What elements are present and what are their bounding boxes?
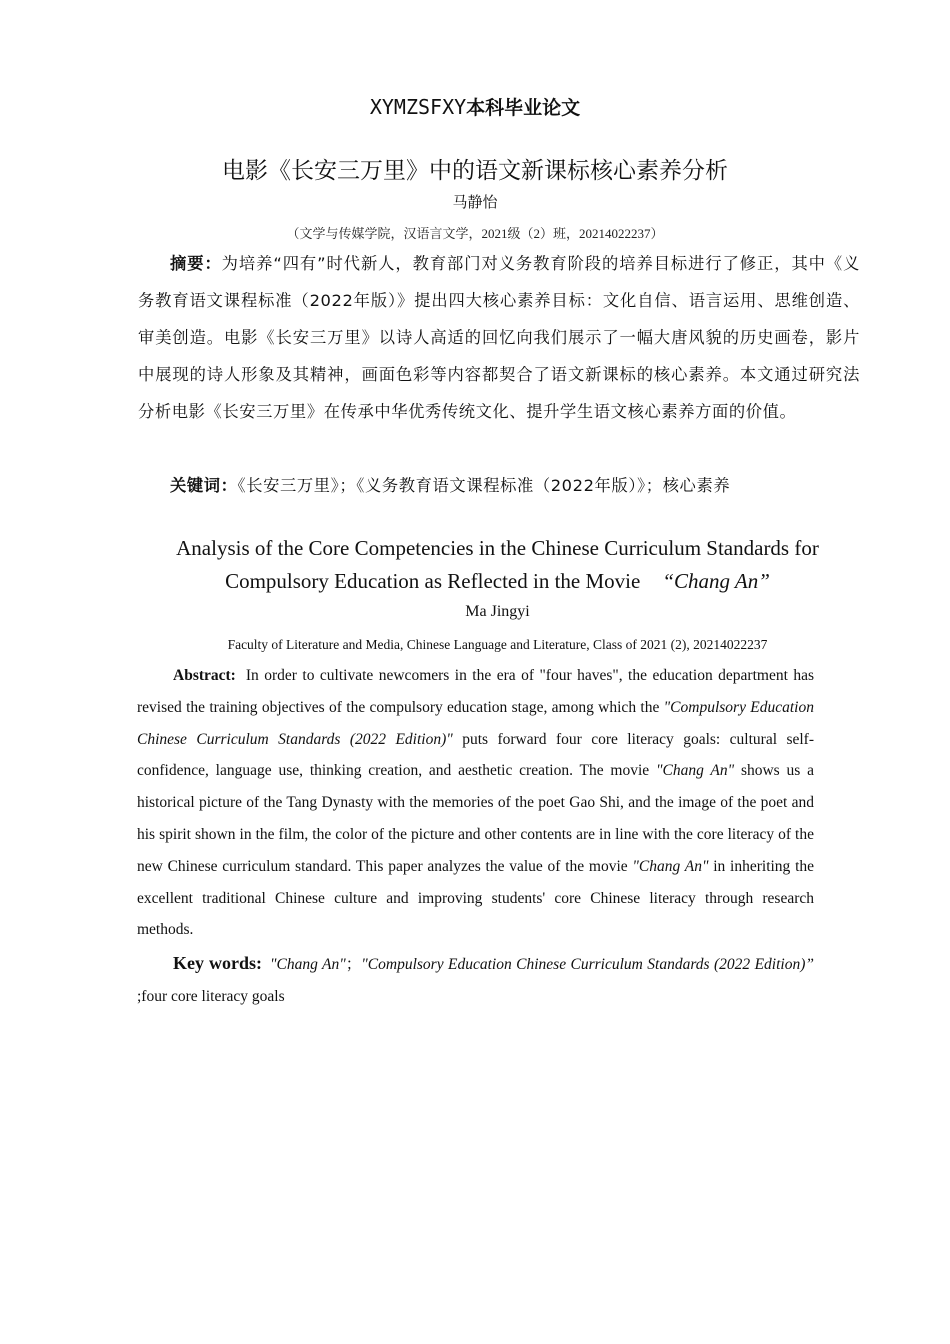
chinese-author: 马静怡 <box>452 193 498 211</box>
english-keywords-label: Key words: <box>173 953 263 973</box>
chinese-affiliation: （文学与传媒学院，汉语言文学，2021级（2）班，20214022237） <box>286 226 664 241</box>
english-title-movie: “Chang An” <box>662 569 770 593</box>
english-title-line1: Analysis of the Core Competencies in the Chinese Curriculum Standards for <box>176 536 819 560</box>
english-keyword-rest: ;four core literacy goals <box>137 987 285 1005</box>
chinese-title: 电影《长安三万里》中的语文新课标核心素养分析 <box>222 158 728 184</box>
english-title-line2-wrap <box>140 565 855 598</box>
chinese-abstract <box>138 245 860 430</box>
english-keyword-1: "Chang An" <box>270 956 346 973</box>
chinese-keywords <box>170 467 870 504</box>
english-keywords <box>137 948 814 1012</box>
english-title <box>140 532 855 598</box>
chinese-keywords-label: 关键词： <box>170 476 238 495</box>
english-abstract-label: Abstract: <box>173 667 236 684</box>
english-abstract <box>137 660 814 946</box>
chinese-abstract-label: 摘要： <box>170 254 222 273</box>
english-affiliation: Faculty of Literature and Media, Chinese Language and Literature, Class of 2021 (2), 20214022237 <box>227 637 768 652</box>
english-keyword-2: "Compulsory Education Chinese Curriculum Standards (2022 Edition)” <box>361 956 815 973</box>
thesis-header <box>0 92 950 123</box>
english-abstract-text-1: In order to cultivate newcomers in the era of "four haves", the education department has revised the training objectives of the compulsory education stage, among which the <box>137 667 814 716</box>
english-abstract-italic-2: "Chang An" <box>656 762 735 780</box>
english-abstract-text-2: puts forward four core literacy goals: cultural self-confidence, language use, thinking creation, and aesthetic creation. The movie <box>137 730 814 780</box>
english-abstract-italic-1: "Compulsory Education Chinese Curriculum Standards (2022 Edition)" <box>137 698 814 748</box>
english-title-line2: Compulsory Education as Reflected in the Movie <box>225 569 641 593</box>
chinese-abstract-text: 为培养“四有”时代新人，教育部门对义务教育阶段的培养目标进行了修正，其中《义务教育语文课程标准（2022年版）》提出四大核心素养目标：文化自信、语言运用、思维创造、审美创造。电影《长安三万里》以诗人高适的回忆向我们展示了一幅大唐风貌的历史画卷，影片中展现的诗人形象及其精神，画面色彩等内容都契合了语文新课标的核心素养。本文通过研究法分析电影《长安三万里》在传承中华优秀传统文化、提升学生语文核心素养方面的价值。 <box>138 254 860 421</box>
english-abstract-text-3: shows us a historical picture of the Tang Dynasty with the memories of the poet Gao Shi, and the image of the poet and his spirit shown in the film, the color of the picture and other contents are in line with the core literacy of the new Chinese curriculum standard. This paper analyzes the value of the movie <box>137 762 815 875</box>
thesis-type-label: 本科毕业论文 <box>466 97 581 119</box>
english-abstract-italic-3: "Chang An" <box>632 857 709 875</box>
english-author: Ma Jingyi <box>465 603 530 620</box>
chinese-keywords-text: 《长安三万里》；《义务教育语文课程标准（2022年版）》；核心素养 <box>237 476 731 495</box>
school-code: XYMZSFXY <box>369 95 467 119</box>
english-abstract-text-4: in inheriting the excellent traditional Chinese culture and improving students' core Chinese literacy through research methods. <box>137 857 815 939</box>
english-keyword-separator: ； <box>345 956 362 973</box>
